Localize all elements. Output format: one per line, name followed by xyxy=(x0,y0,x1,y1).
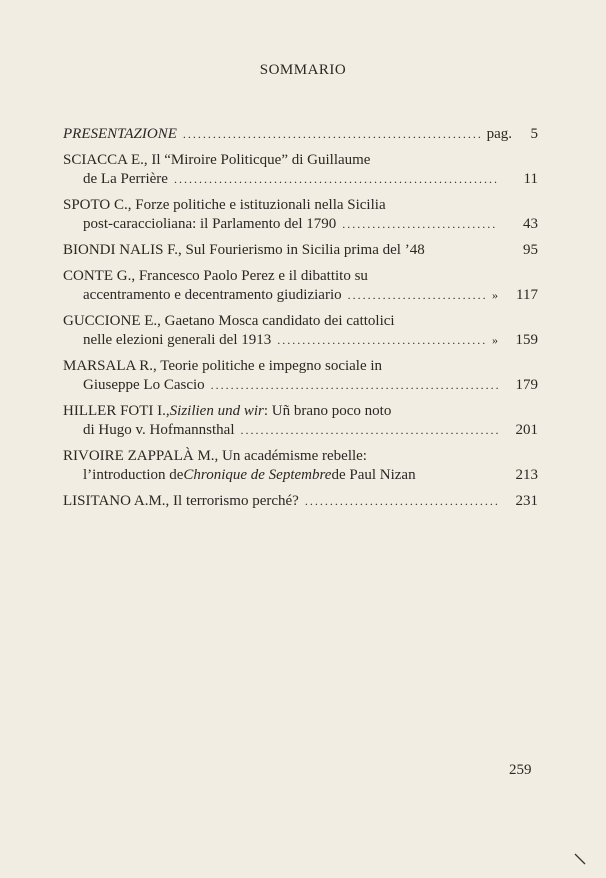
entry-title: RIVOIRE ZAPPALÀ M., Un académisme rebelle: xyxy=(63,448,367,464)
entry-title-cont: de La Perrière xyxy=(83,171,168,187)
dot-leader xyxy=(183,125,481,144)
page-number: 95 xyxy=(523,242,538,258)
entry-title-italic: Sizilien und wir xyxy=(169,403,264,419)
entry-title-pre: l’introduction de xyxy=(83,467,184,483)
footer-page-number: 259 xyxy=(509,762,532,778)
table-of-contents xyxy=(63,125,538,518)
entry-title: BIONDI NALIS F., Sul Fourierismo in Sicilia prima del ’48 xyxy=(63,242,425,258)
dot-leader xyxy=(305,492,498,511)
entry-title: SPOTO C., Forze politiche e istituzionali nella Sicilia xyxy=(63,197,386,213)
entry-title: GUCCIONE E., Gaetano Mosca candidato dei cattolici xyxy=(63,313,395,329)
dot-leader xyxy=(174,170,498,189)
dot-leader xyxy=(277,331,486,350)
toc-entry-conte xyxy=(63,267,538,305)
entry-title-cont: di Hugo v. Hofmannsthal xyxy=(83,422,235,438)
toc-entry-sciacca xyxy=(63,151,538,189)
page-number: 213 xyxy=(515,467,538,483)
page-number: 43 xyxy=(523,216,538,232)
dot-leader xyxy=(241,421,498,440)
page-number: 117 xyxy=(516,287,538,303)
pencil-mark-icon xyxy=(573,852,587,866)
entry-title-cont: accentramento e decentramento giudiziario xyxy=(83,287,342,303)
page-number: 159 xyxy=(515,332,538,348)
toc-entry-presentazione xyxy=(63,125,538,144)
entry-title: SCIACCA E., Il “Miroire Politicque” di Guillaume xyxy=(63,152,371,168)
dot-leader xyxy=(342,215,498,234)
dot-leader xyxy=(211,376,498,395)
entry-title-post: : Uñ brano poco noto xyxy=(263,403,392,419)
page-number: 231 xyxy=(515,493,538,509)
entry-title-cont: nelle elezioni generali del 1913 xyxy=(83,332,272,348)
entry-title: PRESENTAZIONE xyxy=(63,126,177,142)
ditto-marker: » xyxy=(492,333,498,347)
page-number: 5 xyxy=(530,126,538,142)
page-title: SOMMARIO xyxy=(259,62,347,78)
page-number: 11 xyxy=(523,171,538,187)
page-number: 201 xyxy=(515,422,538,438)
toc-entry-biondi-nalis xyxy=(63,241,538,260)
entry-title: CONTE G., Francesco Paolo Perez e il dibattito su xyxy=(63,268,368,284)
entry-title-post: de Paul Nizan xyxy=(331,467,416,483)
entry-title: LISITANO A.M., Il terrorismo perché? xyxy=(63,493,299,509)
toc-entry-spoto xyxy=(63,196,538,234)
ditto-marker: » xyxy=(492,288,498,302)
entry-title-italic: Chronique de Septembre xyxy=(183,467,332,483)
dot-leader xyxy=(348,286,486,305)
entry-title: MARSALA R., Teorie politiche e impegno sociale in xyxy=(63,358,383,374)
toc-entry-guccione xyxy=(63,312,538,350)
toc-entry-hiller-foti xyxy=(63,402,538,440)
toc-entry-lisitano xyxy=(63,492,538,511)
toc-entry-rivoire-zappala xyxy=(63,447,538,485)
page-abbrev: pag. xyxy=(486,126,512,142)
entry-title-pre: HILLER FOTI I., xyxy=(63,403,170,419)
entry-title-cont: Giuseppe Lo Cascio xyxy=(83,377,205,393)
entry-title-cont: post-caraccioliana: il Parlamento del 1790 xyxy=(83,216,337,232)
toc-entry-marsala xyxy=(63,357,538,395)
page-number: 179 xyxy=(515,377,538,393)
